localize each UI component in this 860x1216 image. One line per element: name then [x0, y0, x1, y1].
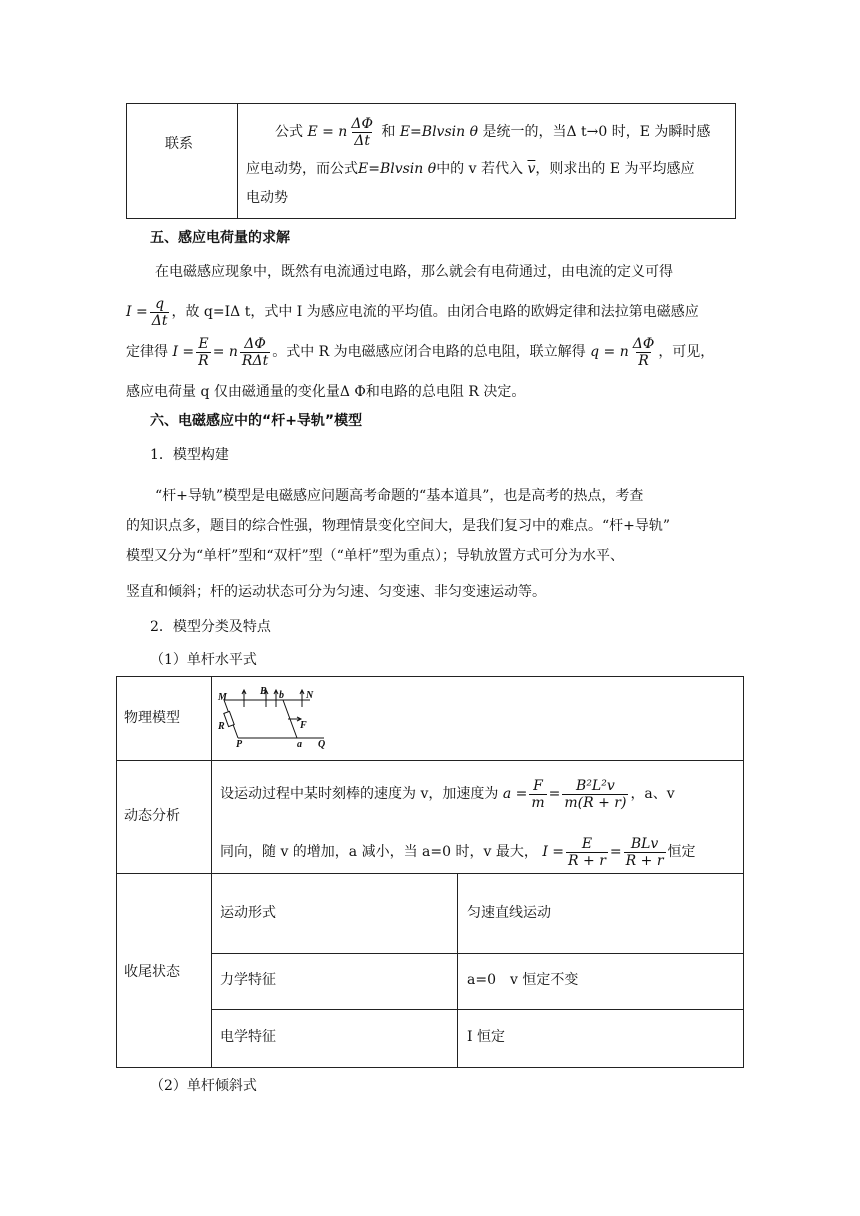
- diagram-label-b-field: B: [260, 686, 267, 697]
- section5-para-4: 感应电荷量 q 仅由磁通量的变化量Δ Φ和电路的总电阻 R 决定。: [126, 384, 526, 400]
- section6-para-1: “杆+导轨”模型是电磁感应问题高考命题的“基本道具”，也是高考的热点，考查: [155, 488, 644, 504]
- section6-sub-2: 2．模型分类及特点: [150, 619, 271, 635]
- section6-sub-1: 1．模型构建: [150, 447, 229, 463]
- formula-e-ndphi-dt: E = n $\frac{\Delta\Phi}{\Delta t}$: [307, 115, 373, 149]
- section6-sub-3: （1）单杆水平式: [150, 652, 257, 668]
- section6-para-2: 的知识点多，题目的综合性强，物理情景变化空间大，是我们复习中的难点。“杆+导轨”: [126, 518, 671, 534]
- relation-line-3: 电动势: [246, 190, 288, 206]
- diagram-label-p: P: [236, 739, 243, 750]
- formula-a-f-m: a = $\frac{F}{m}$ = $\frac{\text{B²L²v}}{m(R + r)}$: [502, 777, 627, 811]
- formula-q-ndphi-r: q = n $\frac{\Delta\Phi}{R}$: [590, 335, 655, 369]
- formula-i-max: I = $\frac{E}{R + r}$ = $\frac{\text{BLv}}{R + r}$: [542, 835, 664, 869]
- section5-heading: 五、感应电荷量的求解: [150, 230, 290, 246]
- sub-row-value-mechanics: a=0 v 恒定不变: [467, 972, 579, 988]
- formula-i-q-dt: I = $\frac{q}{\Delta t}$: [126, 295, 168, 329]
- section6-heading: 六、电磁感应中的“杆+导轨”模型: [150, 413, 363, 429]
- model-table-subrow-divider-1: [211, 953, 743, 954]
- sub-row-name-mechanics: 力学特征: [220, 972, 276, 988]
- section6-para-3: 模型又分为“单杆”型和“双杆”型（“单杆”型为重点）；导轨放置方式可分为水平、: [126, 548, 624, 564]
- diagram-label-a: a: [297, 739, 302, 750]
- diagram-label-m: M: [218, 692, 227, 703]
- relation-table-divider: [237, 103, 238, 218]
- relation-line-2: 应电动势，而公式E=Blvsin θ中的 v 若代入 $\overline{v}$，则求出的 E 为平均感应: [246, 161, 695, 177]
- section5-para-3: 定律得 I = $\frac{E}{R}$ = n $\frac{\Delta\Phi}{\text{RΔt}}$ 。式中 R 为电磁感应闭合电路的总电阻，联立解得 q = n $\frac{\Delta\Phi}{R}$ ，可见，: [126, 335, 715, 369]
- diagram-label-q: Q: [318, 739, 326, 750]
- section6-sub-4: （2）单杆倾斜式: [150, 1078, 257, 1094]
- row-label-dynamic-analysis: 动态分析: [124, 808, 180, 824]
- dynamic-line-2: 同向，随 v 的增加，a 减小，当 a=0 时，v 最大， I = $\frac{E}{R + r}$ = $\frac{\text{BLv}}{R + r}$ 恒定: [220, 835, 696, 869]
- diagram-label-b: b: [279, 690, 284, 701]
- sub-row-value-electrics: I 恒定: [467, 1029, 505, 1045]
- section6-para-4: 竖直和倾斜；杆的运动状态可分为匀速、匀变速、非匀变速运动等。: [126, 584, 546, 600]
- rail-rod-diagram: [214, 683, 334, 753]
- formula-i-e-r: I = $\frac{E}{R}$ = n $\frac{\Delta\Phi}{\text{RΔt}}$: [172, 335, 269, 369]
- sub-row-name-motion: 运动形式: [220, 905, 276, 921]
- model-table-subcol-divider: [457, 873, 458, 1067]
- model-table-subrow-divider-2: [211, 1009, 743, 1010]
- relation-line-1: 公式 E = n $\frac{\Delta\Phi}{\Delta t}$ 和 E=Blvsin θ 是统一的，当Δ t→0 时，E 为瞬时感: [275, 115, 711, 149]
- relation-label: 联系: [165, 136, 193, 152]
- sub-row-value-motion: 匀速直线运动: [467, 905, 551, 921]
- diagram-label-n: N: [306, 690, 314, 701]
- dynamic-line-1: 设运动过程中某时刻棒的速度为 v，加速度为 a = $\frac{F}{m}$ = $\frac{\text{B²L²v}}{m(R + r)}$ ，a、v: [220, 777, 675, 811]
- section5-para-1: 在电磁感应现象中，既然有电流通过电路，那么就会有电荷通过，由电流的定义可得: [155, 264, 673, 280]
- section5-para-2: I = $\frac{q}{\Delta t}$ ，故 q=IΔ t，式中 I 为感应电流的平均值。由闭合电路的欧姆定律和法拉第电磁感应: [126, 295, 699, 329]
- row-label-physical-model: 物理模型: [124, 710, 180, 726]
- diagram-label-f: F: [300, 720, 307, 731]
- sub-row-name-electrics: 电学特征: [220, 1029, 276, 1045]
- row-label-final-state: 收尾状态: [124, 964, 180, 980]
- model-table-row-divider-1: [116, 760, 743, 761]
- diagram-label-r: R: [218, 721, 225, 732]
